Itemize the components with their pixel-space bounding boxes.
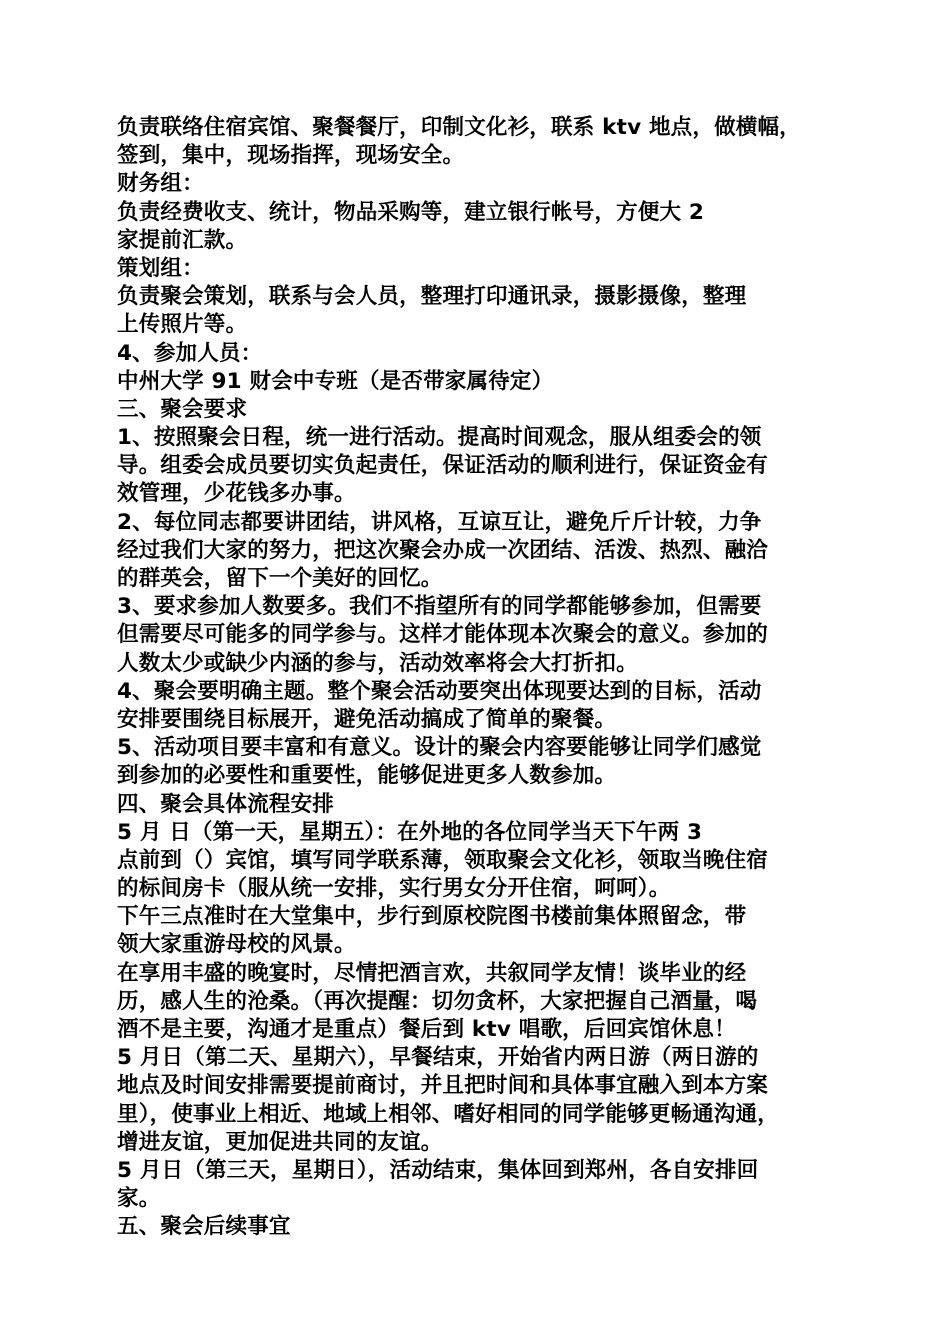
text-line: 效管理，少花钱多办事。 xyxy=(117,481,356,507)
text-line: 在享用丰盛的晚宴时，尽情把酒言欢，共叙同学友情！谈毕业的经 xyxy=(117,960,747,986)
text-line: 负责聚会策划，联系与会人员，整理打印通讯录，摄影摄像，整理 xyxy=(117,284,747,310)
text-line: 中州大学 91 财会中专班（是否带家属待定） xyxy=(117,368,554,394)
text-line: 3、要求参加人数要多。我们不指望所有的同学都能够参加，但需要 xyxy=(117,594,762,620)
text-line: 5 月日（第二天、星期六），早餐结束，开始省内两日游（两日游的 xyxy=(117,1045,759,1071)
text-line: 负责经费收支、统计，物品采购等，建立银行帐号，方便大 2 xyxy=(117,199,705,225)
text-line: 历，感人生的沧桑。（再次提醒：切勿贪杯，大家把握自己酒量，喝 xyxy=(117,988,758,1014)
text-line: 的群英会，留下一个美好的回忆。 xyxy=(117,566,443,591)
text-line: 家。 xyxy=(117,1186,161,1212)
text-line: 5、活动项目要丰富和有意义。设计的聚会内容要能够让同学们感觉 xyxy=(117,735,762,761)
text-line: 下午三点准时在大堂集中，步行到原校院图书楼前集体照留念，带 xyxy=(117,904,747,930)
text-line: 点前到（）宾馆，填写同学联系薄，领取聚会文化衫，领取当晚住宿 xyxy=(117,847,769,873)
text-line: 酒不是主要，沟通才是重点）餐后到 ktv 唱歌，后回宾馆休息！ xyxy=(117,1017,736,1042)
text-line: 签到，集中，现场指挥，现场安全。 xyxy=(117,143,465,169)
text-line: 1、按照聚会日程，统一进行活动。提高时间观念，服从组委会的领 xyxy=(117,425,762,451)
text-line: 2、每位同志都要讲团结，讲风格，互谅互让，避免斤斤计较，力争 xyxy=(117,509,762,535)
text-line: 人数太少或缺少内涵的参与，活动效率将会大打折扣。 xyxy=(117,650,638,676)
section-heading: 策划组： xyxy=(117,255,204,281)
text-line: 增进友谊，更加促进共同的友谊。 xyxy=(117,1129,443,1155)
text-line: 地点及时间安排需要提前商讨，并且把时间和具体事宜融入到本方案 xyxy=(117,1073,769,1099)
text-line: 5 月日（第三天，星期日），活动结束，集体回到郑州，各自安排回 xyxy=(117,1157,759,1183)
section-heading: 五、聚会后续事宜 xyxy=(117,1214,291,1240)
text-line: 5 月 日（第一天，星期五）：在外地的各位同学当天下午两 3 xyxy=(117,819,703,845)
section-heading: 四、聚会具体流程安排 xyxy=(117,791,335,817)
section-heading: 4、参加人员： xyxy=(117,340,263,366)
text-line: 安排要围绕目标展开，避免活动搞成了简单的聚餐。 xyxy=(117,706,617,732)
text-line: 4、聚会要明确主题。整个聚会活动要突出体现要达到的目标，活动 xyxy=(117,678,762,704)
text-line: 负责联络住宿宾馆、聚餐餐厅，印制文化衫，联系 ktv 地点，做横幅， xyxy=(117,115,801,140)
text-line: 家提前汇款。 xyxy=(117,227,248,253)
text-line: 领大家重游母校的风景。 xyxy=(117,932,356,958)
text-line: 经过我们大家的努力，把这次聚会办成一次团结、活泼、热烈、融洽 xyxy=(117,537,769,563)
section-heading: 财务组： xyxy=(117,171,204,197)
document-body xyxy=(117,114,847,1242)
text-line: 上传照片等。 xyxy=(117,312,248,338)
text-line: 导。组委会成员要切实负起责任，保证活动的顺利进行，保证资金有 xyxy=(117,453,769,479)
text-line: 但需要尽可能多的同学参与。这样才能体现本次聚会的意义。参加的 xyxy=(117,622,769,648)
text-line: 到参加的必要性和重要性，能够促进更多人数参加。 xyxy=(117,763,617,789)
text-line: 里），使事业上相近、地域上相邻、嗜好相同的同学能够更畅通沟通， xyxy=(117,1101,779,1127)
text-line: 的标间房卡（服从统一安排，实行男女分开住宿，呵呵）。 xyxy=(117,876,671,902)
section-heading: 三、聚会要求 xyxy=(117,396,248,422)
